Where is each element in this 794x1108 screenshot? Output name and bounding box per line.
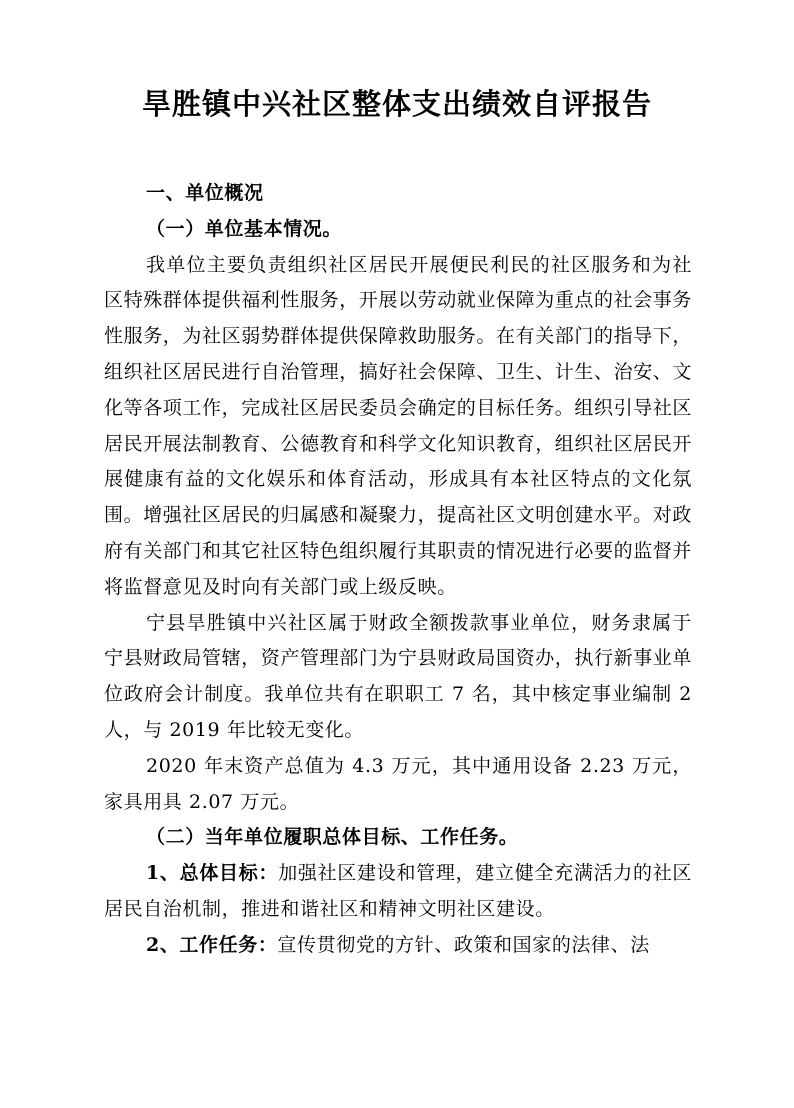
subsection-heading-basic-info: （一）单位基本情况。 <box>146 217 343 240</box>
item-text-overall-goal: 加强社区建设和管理，建立健全充满活力的社区居民自治机制，推进和谐社区和精神文明社区建设。 <box>104 862 693 920</box>
item-label-overall-goal: 1、总体目标： <box>146 862 279 885</box>
paragraph-overall-goal <box>104 856 692 928</box>
paragraph-assets: 2020 年末资产总值为 4.3 万元，其中通用设备 2.23 万元，家具用具 2.07 万元。 <box>104 754 692 813</box>
paragraph-work-tasks <box>104 928 692 964</box>
document-title: 旱胜镇中兴社区整体支出绩效自评报告 <box>141 87 652 121</box>
item-text-work-tasks: 宣传贯彻党的方针、政策和国家的法律、法 <box>277 933 650 956</box>
document-body <box>104 176 692 964</box>
subsection-heading-goals-tasks: （二）当年单位履职总体目标、工作任务。 <box>146 826 519 849</box>
paragraph-unit-status: 宁县旱胜镇中兴社区属于财政全额拨款事业单位，财务隶属于宁县财政局管辖，资产管理部门为宁县财政局国资办，执行新事业单位政府会计制度。我单位共有在职职工 7 名，其中核定事业编制 2 人，与 2019 年比较无变化。 <box>104 611 693 741</box>
section-heading-unit-overview: 一、单位概况 <box>146 182 264 204</box>
paragraph-responsibilities: 我单位主要负责组织社区居民开展便民利民的社区服务和为社区特殊群体提供福利性服务，开展以劳动就业保障为重点的社会事务性服务，为社区弱势群体提供保障救助服务。在有关部门的指导下，组织社区居民进行自治管理，搞好社会保障、卫生、计生、治安、文化等各项工作，完成社区居民委员会确定的目标任务。组织引导社区居民开展法制教育、公德教育和科学文化知识教育，组织社区居民开展健康有益的文化娱乐和体育活动，形成具有本社区特点的文化氛围。增强社区居民的归属感和凝聚力，提高社区文明创建水平。对政府有关部门和其它社区特色组织履行其职责的情况进行必要的监督并将监督意见及时向有关部门或上级反映。 <box>104 253 693 598</box>
item-label-work-tasks: 2、工作任务： <box>146 933 278 956</box>
